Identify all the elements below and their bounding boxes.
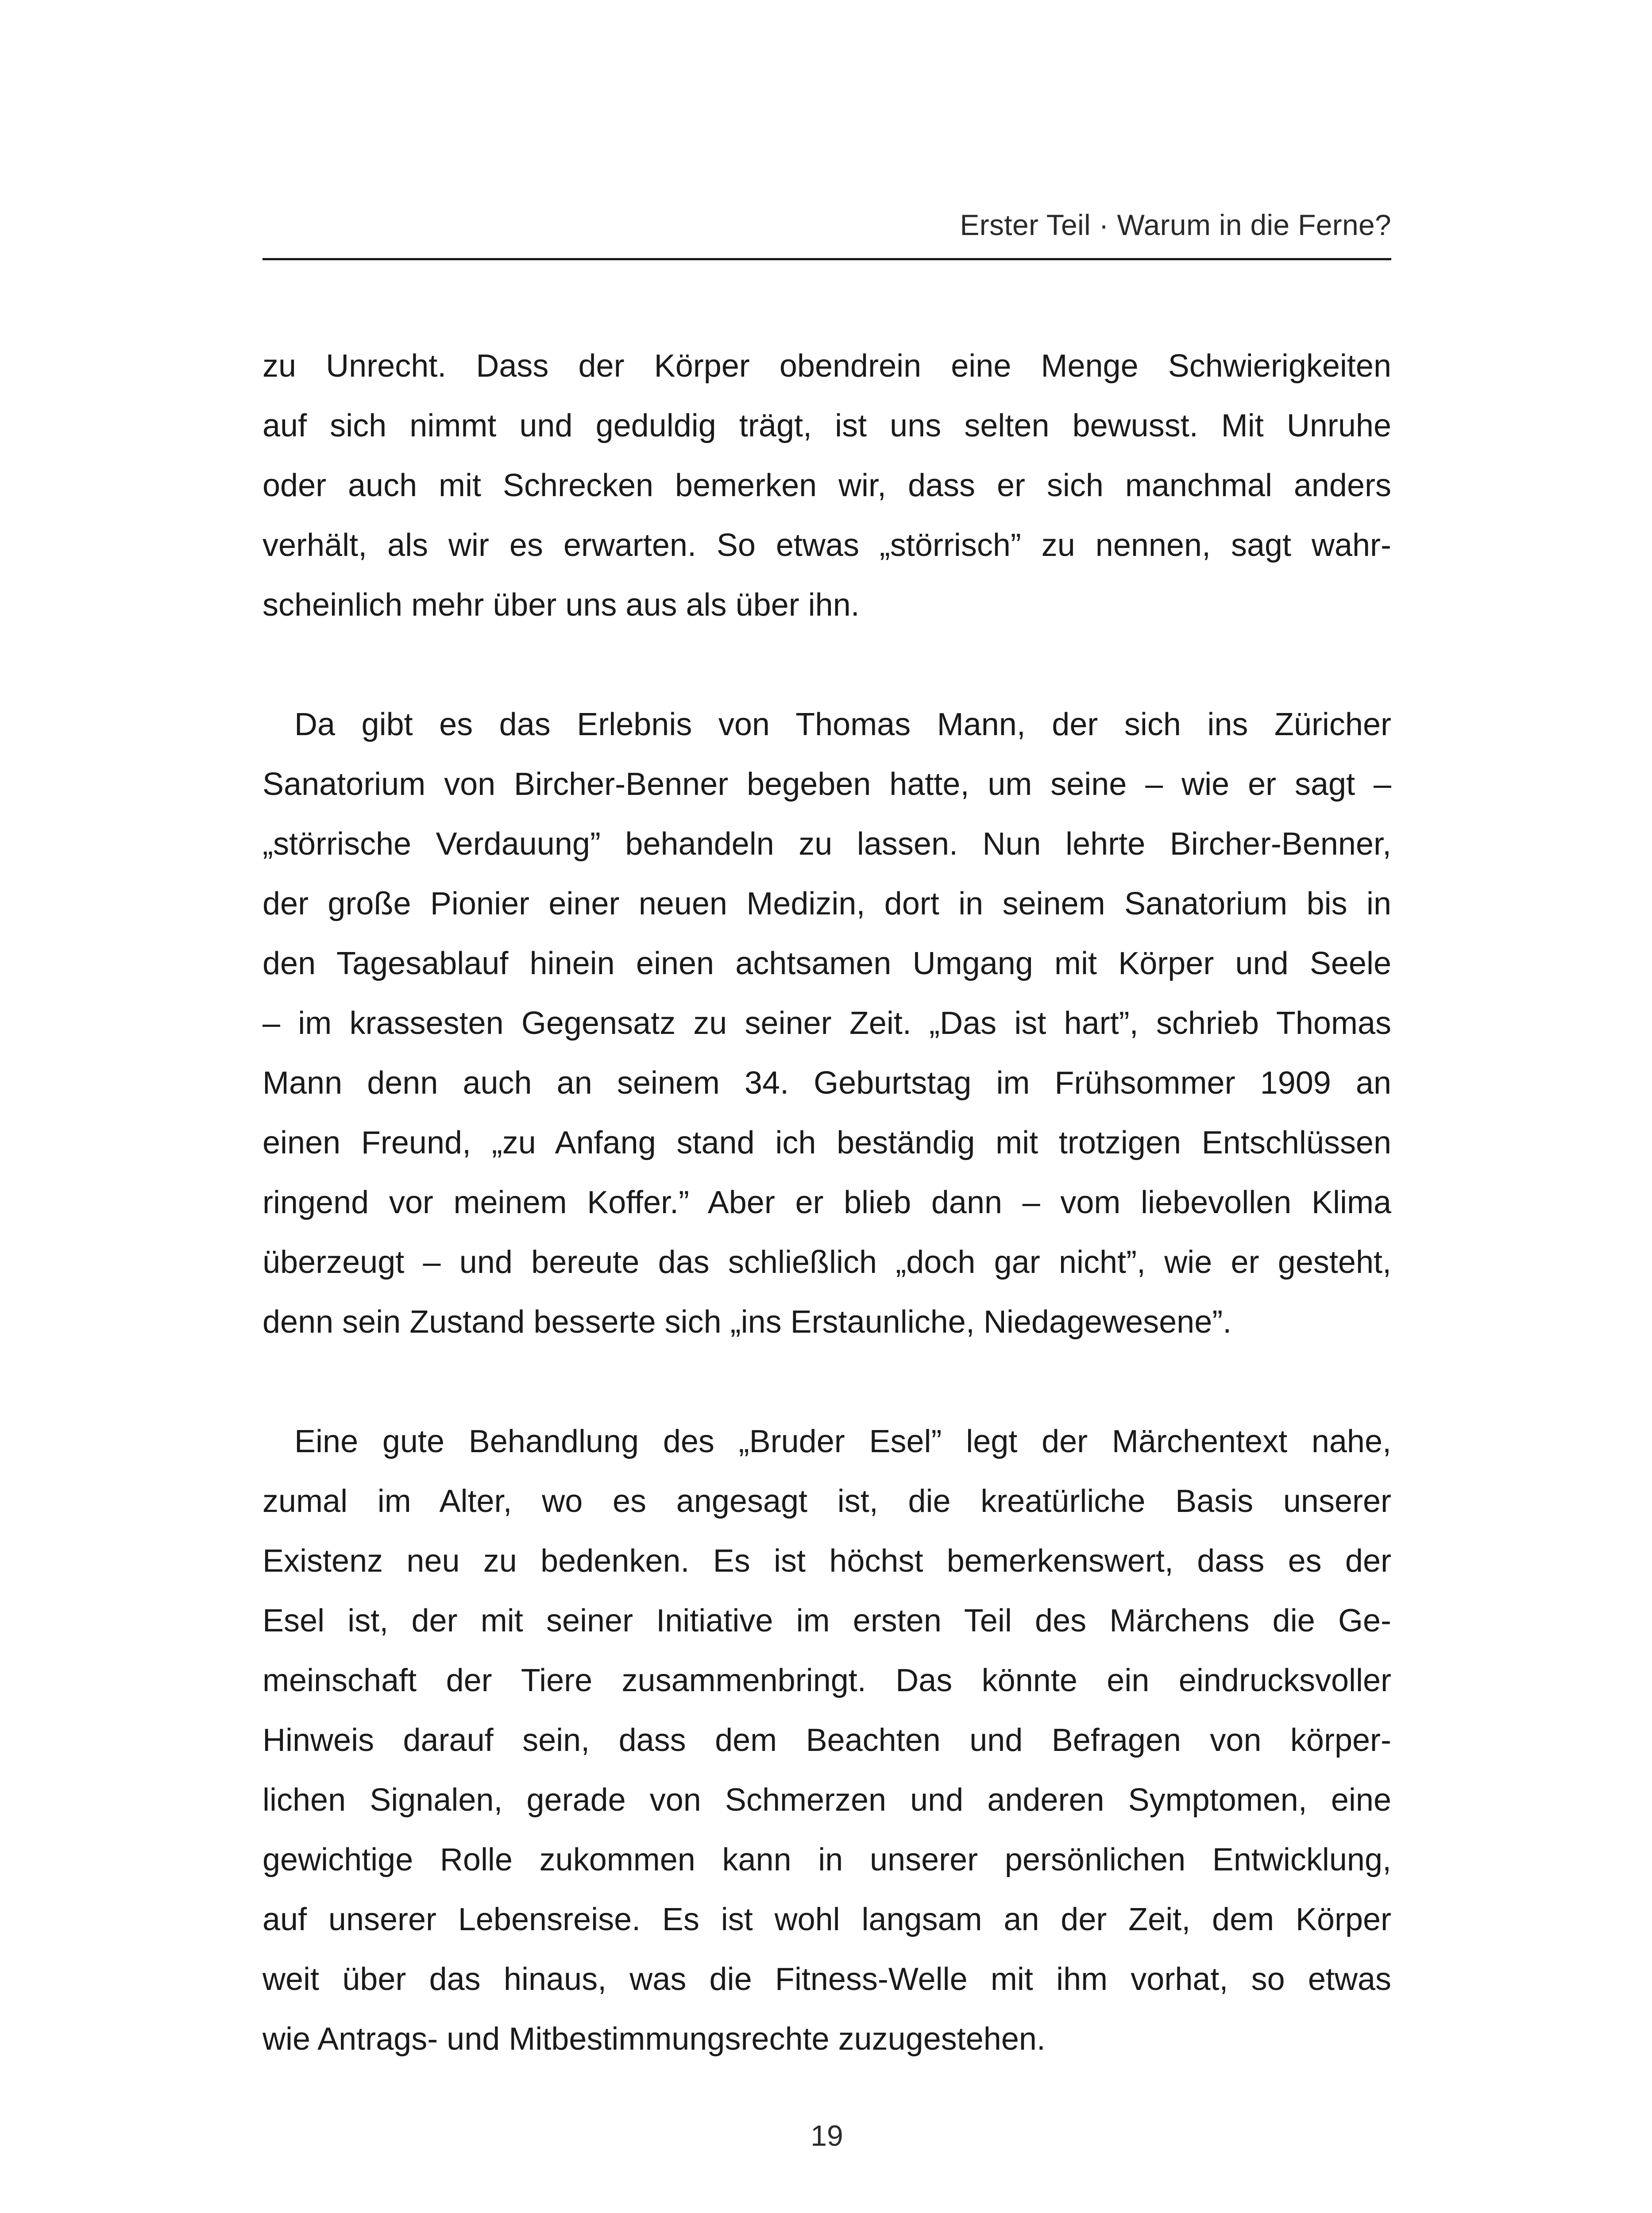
- text-line: auf sich nimmt und geduldig trägt, ist uns selten bewusst. Mit Unruhe: [262, 408, 1391, 443]
- text-line: „störrische Verdauung” behandeln zu lassen. Nun lehrte Bircher-Benner,: [262, 826, 1391, 862]
- text-line: Da gibt es das Erlebnis von Thomas Mann, der sich ins Züricher: [294, 707, 1391, 742]
- text-line: oder auch mit Schrecken bemerken wir, dass er sich manchmal anders: [262, 468, 1391, 503]
- text-line: – im krassesten Gegensatz zu seiner Zeit. „Das ist hart”, schrieb Thomas: [262, 1006, 1391, 1041]
- text-line: weit über das hinaus, was die Fitness-Welle mit ihm vorhat, so etwas: [262, 1962, 1391, 1997]
- text-line: auf unserer Lebensreise. Es ist wohl langsam an der Zeit, dem Körper: [262, 1902, 1391, 1937]
- paragraph-3: [262, 1412, 1391, 2069]
- text-line: Hinweis darauf sein, dass dem Beachten und Befragen von körper-: [262, 1723, 1391, 1758]
- text-line: zu Unrecht. Dass der Körper obendrein eine Menge Schwierigkeiten: [262, 348, 1391, 384]
- paragraph-1: [262, 336, 1391, 635]
- page-number: 19: [811, 2119, 843, 2152]
- text-line: Sanatorium von Bircher-Benner begeben hatte, um seine – wie er sagt –: [262, 767, 1391, 802]
- text-line: einen Freund, „zu Anfang stand ich beständig mit trotzigen Entschlüssen: [262, 1125, 1391, 1160]
- text-line: Existenz neu zu bedenken. Es ist höchst bemerkenswert, dass es der: [262, 1543, 1391, 1579]
- text-line: zumal im Alter, wo es angesagt ist, die kreatürliche Basis unserer: [262, 1484, 1391, 1519]
- text-line: scheinlich mehr über uns aus als über ihn.: [262, 587, 860, 623]
- text-line: Mann denn auch an seinem 34. Geburtstag im Frühsommer 1909 an: [262, 1065, 1391, 1101]
- text-line: wie Antrags- und Mitbestimmungsrechte zuzugestehen.: [262, 2021, 1046, 2057]
- body-text: [262, 336, 1391, 2069]
- text-line: überzeugt – und bereute das schließlich „doch gar nicht”, wie er gesteht,: [262, 1245, 1391, 1280]
- paragraph-gap: [262, 635, 1391, 695]
- text-line: lichen Signalen, gerade von Schmerzen und anderen Symptomen, eine: [262, 1782, 1391, 1818]
- text-line: gewichtige Rolle zukommen kann in unserer persönlichen Entwicklung,: [262, 1842, 1391, 1878]
- paragraph-gap: [262, 1352, 1391, 1412]
- text-line: Esel ist, der mit seiner Initiative im ersten Teil des Märchens die Ge-: [262, 1603, 1391, 1639]
- text-line: der große Pionier einer neuen Medizin, dort in seinem Sanatorium bis in: [262, 886, 1391, 921]
- text-line: den Tagesablauf hinein einen achtsamen Umgang mit Körper und Seele: [262, 946, 1391, 981]
- text-line: ringend vor meinem Koffer.” Aber er blieb dann – vom liebevollen Klima: [262, 1185, 1391, 1220]
- text-line: denn sein Zustand besserte sich „ins Erstaunliche, Niedagewesene”.: [262, 1304, 1232, 1340]
- paragraph-2: [262, 695, 1391, 1352]
- text-line: verhält, als wir es erwarten. So etwas „störrisch” zu nennen, sagt wahr-: [262, 528, 1391, 563]
- text-line: Eine gute Behandlung des „Bruder Esel” legt der Märchentext nahe,: [294, 1424, 1391, 1459]
- text-line: meinschaft der Tiere zusammenbringt. Das könnte ein eindrucksvoller: [262, 1663, 1391, 1698]
- header-rule: [262, 258, 1391, 260]
- running-head: Erster Teil · Warum in die Ferne?: [960, 208, 1391, 241]
